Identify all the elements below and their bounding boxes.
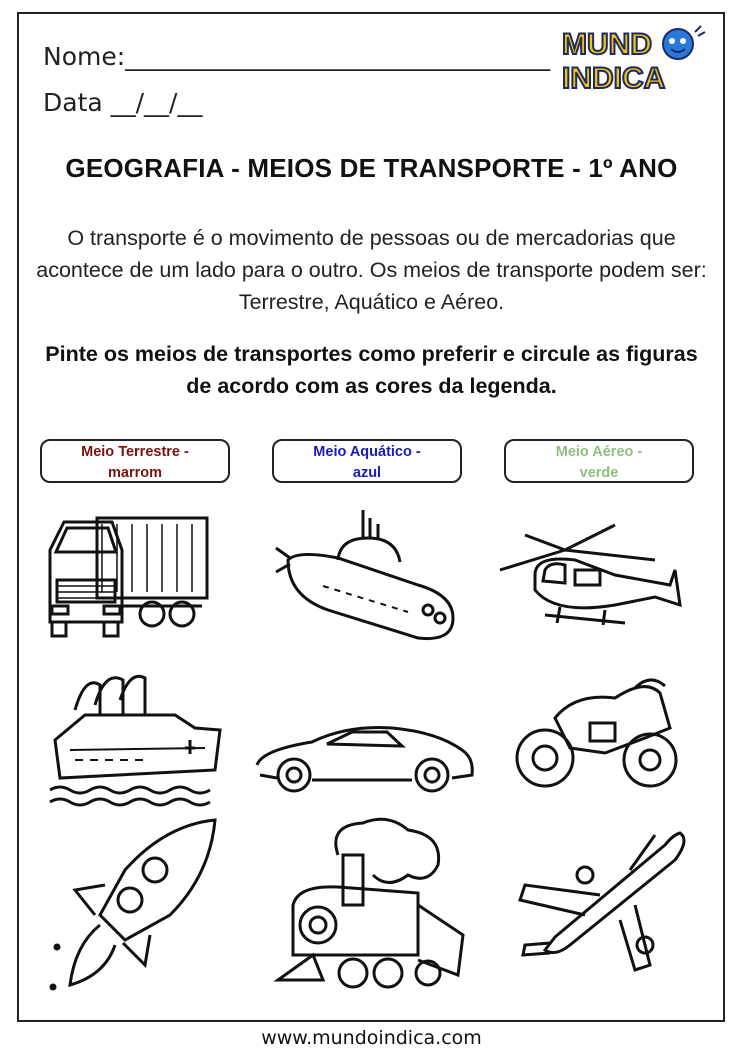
- svg-text:MUND: MUND: [562, 28, 652, 61]
- helicopter-icon[interactable]: [495, 515, 685, 640]
- intro-text: O transporte é o movimento de pessoas ou de mercadorias que acontece de um lado para o outro. Os meios de transporte podem ser: Terrestre, Aquático e Aéreo.: [36, 226, 707, 314]
- name-field[interactable]: Nome:__________________________________: [43, 42, 551, 71]
- footer-url[interactable]: www.mundoindica.com: [261, 1027, 482, 1049]
- train-icon[interactable]: [268, 815, 468, 995]
- mundo-indica-logo: [560, 24, 720, 94]
- legend-aerial: [504, 439, 694, 483]
- instruction-text: Pinte os meios de transportes como preferir e circule as figuras de acordo com as cores da legenda.: [45, 342, 698, 398]
- legend-aquatic: [272, 439, 462, 483]
- airplane-icon[interactable]: [515, 825, 690, 975]
- legend-aquatic-line2: azul: [352, 465, 382, 481]
- svg-text:INDICA: INDICA: [562, 62, 666, 94]
- date-field[interactable]: Data __/__/__: [43, 88, 203, 117]
- legend-terrestrial-line1: Meio Terrestre -: [81, 444, 189, 460]
- legend-terrestrial: [40, 439, 230, 483]
- car-icon[interactable]: [252, 720, 477, 800]
- legend-aerial-line2: verde: [579, 465, 619, 481]
- rocket-icon[interactable]: [45, 815, 220, 995]
- legend-aquatic-line1: Meio Aquático -: [313, 444, 421, 460]
- ship-icon[interactable]: [45, 670, 225, 810]
- truck-icon[interactable]: [42, 510, 212, 640]
- page-title: GEOGRAFIA - MEIOS DE TRANSPORTE - 1º ANO: [65, 153, 678, 183]
- motorcycle-icon[interactable]: [515, 668, 680, 798]
- legend-aerial-line1: Meio Aéreo -: [555, 444, 643, 460]
- legend-terrestrial-line2: marrom: [108, 465, 162, 481]
- submarine-icon[interactable]: [268, 500, 463, 650]
